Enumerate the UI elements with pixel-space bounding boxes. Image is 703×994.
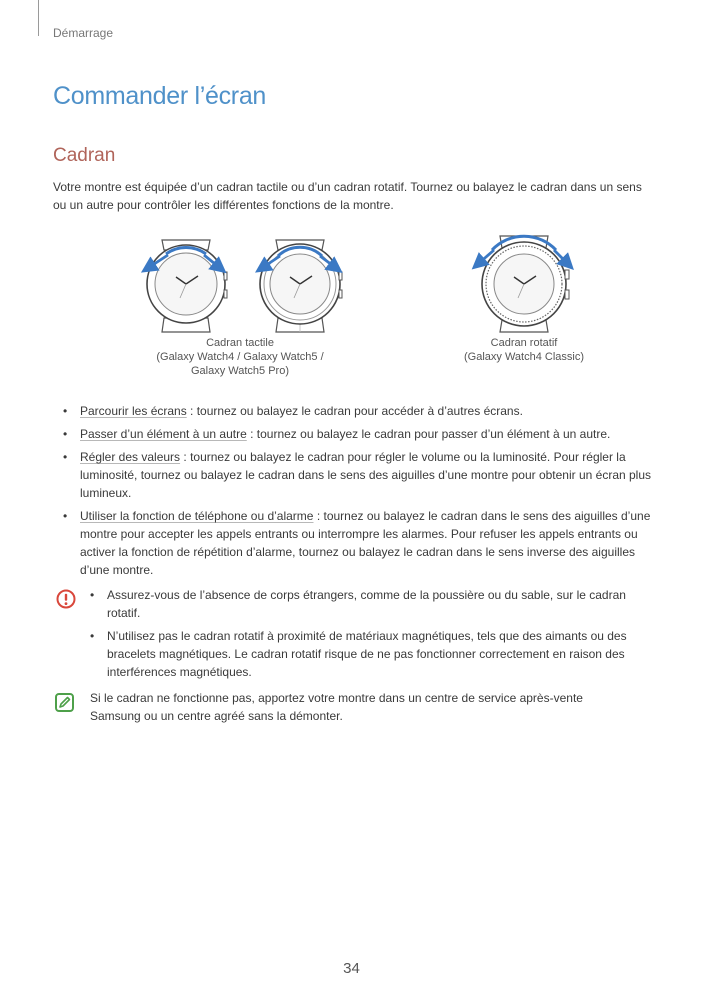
intro-paragraph: Votre montre est équipée d’un cadran tactile ou d’un cadran rotatif. Tournez ou balayez le cadran dans un sens ou un autre pour contrôler les différentes fonctions de la montre.: [53, 180, 642, 212]
list-item-text: : tournez ou balayez le cadran pour accéder à d’autres écrans.: [186, 404, 523, 418]
list-item: [53, 507, 653, 579]
caption-rotary-bezel: Cadran rotatif (Galaxy Watch4 Classic): [463, 337, 584, 363]
caution-icon: [56, 589, 76, 609]
bullet-symbol: •: [63, 404, 68, 418]
caution-list: [90, 586, 650, 686]
bullet-symbol: •: [63, 427, 68, 441]
note-text: Si le cadran ne fonctionne pas, apportez votre montre dans un centre de service après-vente Samsung ou un centre agréé sans la démonter.: [90, 691, 583, 723]
page-title: Commander l’écran: [53, 82, 267, 110]
section-label: Démarrage: [53, 26, 114, 40]
caution-text: Assurez-vous de l’absence de corps étrangers, comme de la poussière ou du sable, sur le cadran rotatif.: [107, 588, 626, 620]
touch-bezel-watch-1: [147, 240, 227, 332]
bullet-symbol: •: [63, 509, 68, 523]
margin-rule: [38, 0, 39, 36]
bullet-symbol: •: [90, 629, 95, 643]
bullet-symbol: •: [90, 588, 95, 602]
list-item-text: : tournez ou balayez le cadran pour régler le volume ou la luminosité. Pour régler la luminosité, tournez ou balayez le cadran dans le sens des aiguilles d’une montre pour obtenir un écran plus lumineux.: [80, 450, 652, 500]
touch-bezel-watch-2: [260, 240, 342, 332]
list-item: [53, 448, 653, 502]
list-item-term: Passer d’un élément à un autre: [80, 427, 247, 441]
feature-list: [53, 402, 653, 584]
section-heading: Cadran: [53, 145, 116, 166]
list-item: [90, 586, 650, 622]
bullet-symbol: •: [63, 450, 68, 464]
note-icon: [55, 693, 74, 712]
bezel-illustration: [140, 228, 580, 340]
list-item-text: : tournez ou balayez le cadran dans le sens des aiguilles d’une montre pour accepter les appels entrants ou interrompre les alarmes. Pour refuser les appels entrants ou activer la fonction de répétition d’alarme, tournez ou balayez le cadran dans le sens inverse des aiguilles d’une montre.: [80, 509, 651, 577]
page-number: 34: [343, 960, 360, 977]
caution-text: N’utilisez pas le cadran rotatif à proximité de matériaux magnétiques, tels que des aimants ou des bracelets magnétiques. Le cadran rotatif risque de ne pas fonctionner correctement en raison des interférences magnétiques.: [107, 629, 627, 679]
list-item-term: Régler des valeurs: [80, 450, 181, 464]
list-item-text: : tournez ou balayez le cadran pour passer d’un élément à un autre.: [246, 427, 611, 441]
list-item: [90, 627, 650, 681]
list-item: [53, 402, 653, 420]
list-item-term: Parcourir les écrans: [80, 404, 187, 418]
list-item-term: Utiliser la fonction de téléphone ou d’alarme: [80, 509, 314, 523]
list-item: [53, 425, 653, 443]
rotary-bezel-watch: [478, 236, 569, 332]
caption-touch-bezel: Cadran tactile (Galaxy Watch4 / Galaxy Watch5 / Galaxy Watch5 Pro): [156, 337, 324, 377]
